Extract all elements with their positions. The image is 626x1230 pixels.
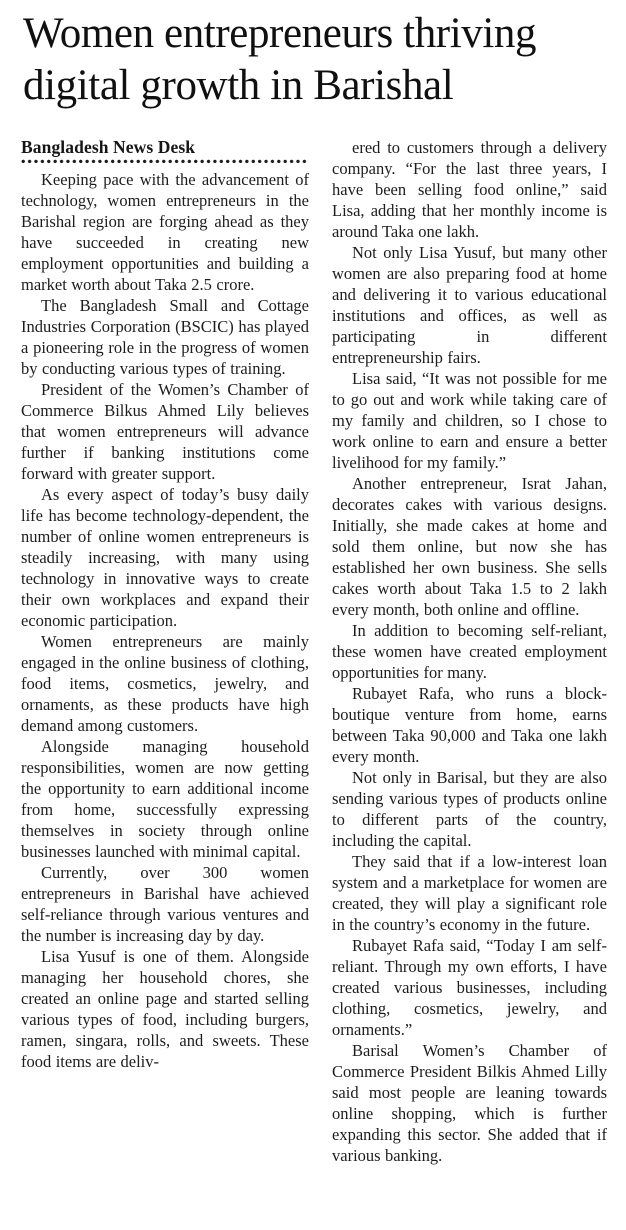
article-paragraph: As every aspect of today’s busy daily life has become technology-dependent, the number of online women entrepreneurs is steadily increasing, with many using technology in innovative ways to create their own workplaces and expand their economic participation.	[21, 485, 309, 630]
left-column-body	[21, 169, 309, 1072]
article-headline	[0, 0, 626, 112]
article-paragraph: Lisa said, “It was not possible for me to go out and work while taking care of my family and children, so I chose to work online to earn and ensure a better livelihood for my family.”	[332, 369, 607, 472]
article-byline: Bangladesh News Desk	[21, 137, 196, 157]
article-columns	[0, 112, 626, 1166]
article-paragraph: President of the Women’s Chamber of Commerce Bilkus Ahmed Lily believes that women entrepreneurs will advance further if banking institutions come forward with greater support.	[21, 380, 309, 483]
article-paragraph: Currently, over 300 women entrepreneurs in Barishal have achieved self-reliance through various ventures and the number is increasing day by day.	[21, 863, 309, 945]
article-paragraph: Lisa Yusuf is one of them. Alongside managing her household chores, she created an online page and started selling various types of food, including burgers, ramen, singara, rolls, and sweets. These food items are deliv-	[21, 947, 309, 1071]
article-paragraph: ered to customers through a delivery company. “For the last three years, I have been selling food online,” said Lisa, adding that her monthly income is around Taka one lakh.	[332, 138, 607, 241]
article-paragraph: Women entrepreneurs are mainly engaged in the online business of clothing, food items, cosmetics, jewelry, and ornaments, as these products have high demand among customers.	[21, 632, 309, 735]
left-column	[21, 137, 309, 1166]
article-paragraph: Rubayet Rafa, who runs a block-boutique venture from home, earns between Taka 90,000 and Taka one lakh every month.	[332, 684, 607, 766]
article-paragraph: Barisal Women’s Chamber of Commerce President Bilkis Ahmed Lilly said most people are leaning towards online shopping, which is further expanding this sector. She added that if various banking.	[332, 1041, 607, 1165]
article-paragraph: Not only Lisa Yusuf, but many other women are also preparing food at home and delivering it to various educational institutions and offices, as well as participating in different entrepreneurship fairs.	[332, 243, 607, 367]
right-column	[332, 137, 607, 1166]
article-paragraph: Keeping pace with the advancement of technology, women entrepreneurs in the Barishal region are forging ahead as they have succeeded in creating new employment opportunities and building a market worth about Taka 2.5 crore.	[21, 170, 309, 294]
article-paragraph: Rubayet Rafa said, “Today I am self-reliant. Through my own efforts, I have created various businesses, including clothing, cosmetics, jewelry, and ornaments.”	[332, 936, 607, 1039]
headline-line-1: Women entrepreneurs thriving	[23, 10, 537, 57]
article-paragraph: The Bangladesh Small and Cottage Industries Corporation (BSCIC) has played a pioneering role in the progress of women by conducting various types of training.	[21, 296, 309, 378]
article-paragraph: Alongside managing household responsibilities, women are now getting the opportunity to earn additional income from home, successfully expressing themselves in society through online businesses launched with minimal capital.	[21, 737, 309, 861]
byline-divider	[21, 159, 309, 164]
article-paragraph: They said that if a low-interest loan system and a marketplace for women are created, they will play a significant role in the country’s economy in the future.	[332, 852, 607, 934]
article-paragraph: Not only in Barisal, but they are also sending various types of products online to different parts of the country, including the capital.	[332, 768, 607, 850]
article-paragraph: Another entrepreneur, Israt Jahan, decorates cakes with various designs. Initially, she made cakes at home and sold them online, but now she has established her own business. She sells cakes worth about Taka 1.5 to 2 lakh every month, both online and offline.	[332, 474, 607, 619]
headline-line-2: digital growth in Barishal	[23, 62, 454, 109]
article-paragraph: In addition to becoming self-reliant, these women have created employment opportunities for many.	[332, 621, 607, 682]
